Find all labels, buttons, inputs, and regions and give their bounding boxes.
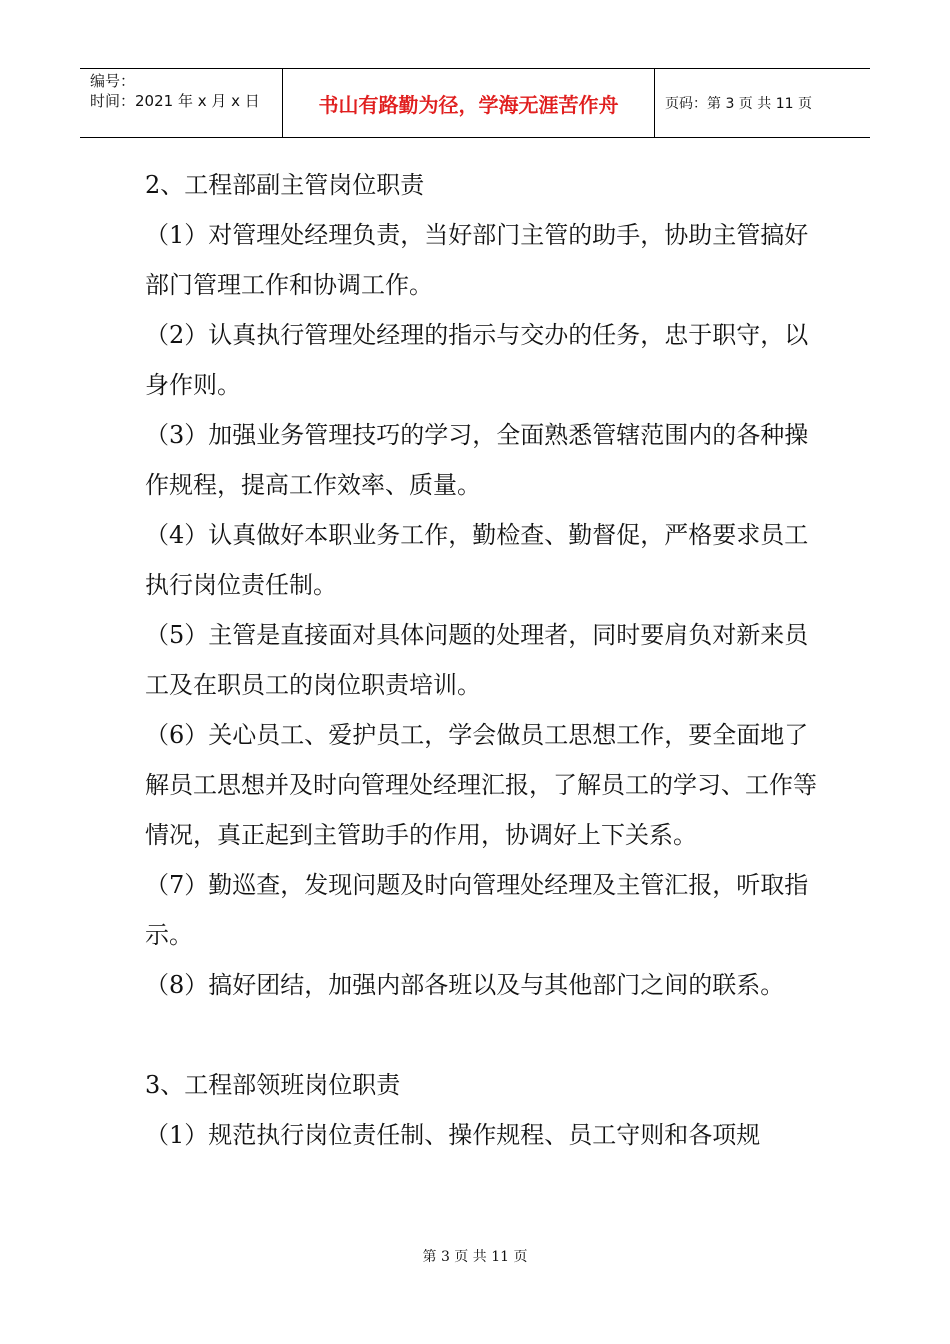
page-header	[80, 68, 870, 138]
list-item: （1）对管理处经理负责，当好部门主管的助手，协助主管搞好部门管理工作和协调工作。	[145, 221, 809, 299]
header-meta	[80, 69, 283, 137]
list-item: （1）规范执行岗位责任制、操作规程、员工守则和各项规	[145, 1121, 761, 1149]
list-item: （7）勤巡查，发现问题及时向管理处经理及主管汇报，听取指示。	[145, 871, 809, 949]
page-footer: 第 3 页 共 11 页	[422, 1249, 528, 1265]
list-item: （5）主管是直接面对具体问题的处理者，同时要肩负对新来员工及在职员工的岗位职责培训。	[145, 621, 809, 699]
list-item: （6）关心员工、爱护员工，学会做员工思想工作，要全面地了解员工思想并及时向管理处经理汇报，了解员工的学习、工作等情况，真正起到主管助手的作用，协调好上下关系。	[145, 721, 817, 849]
list-item: （3）加强业务管理技巧的学习，全面熟悉管辖范围内的各种操作规程，提高工作效率、质量。	[145, 421, 809, 499]
section-spacer	[145, 1010, 825, 1060]
document-time-label: 时间：2021 年 x 月 x 日	[90, 92, 260, 110]
section-title: 2、工程部副主管岗位职责	[145, 171, 425, 199]
list-item: （8）搞好团结，加强内部各班以及与其他部门之间的联系。	[145, 971, 785, 999]
document-body	[145, 160, 825, 1160]
section-title: 3、工程部领班岗位职责	[145, 1071, 401, 1099]
header-page-info: 页码：第 3 页 共 11 页	[665, 96, 812, 112]
document-number-label: 编号：	[90, 72, 136, 90]
header-motto: 书山有路勤为径，学海无涯苦作舟	[283, 69, 655, 137]
list-item: （4）认真做好本职业务工作，勤检查、勤督促，严格要求员工执行岗位责任制。	[145, 521, 809, 599]
list-item: （2）认真执行管理处经理的指示与交办的任务，忠于职守，以身作则。	[145, 321, 809, 399]
